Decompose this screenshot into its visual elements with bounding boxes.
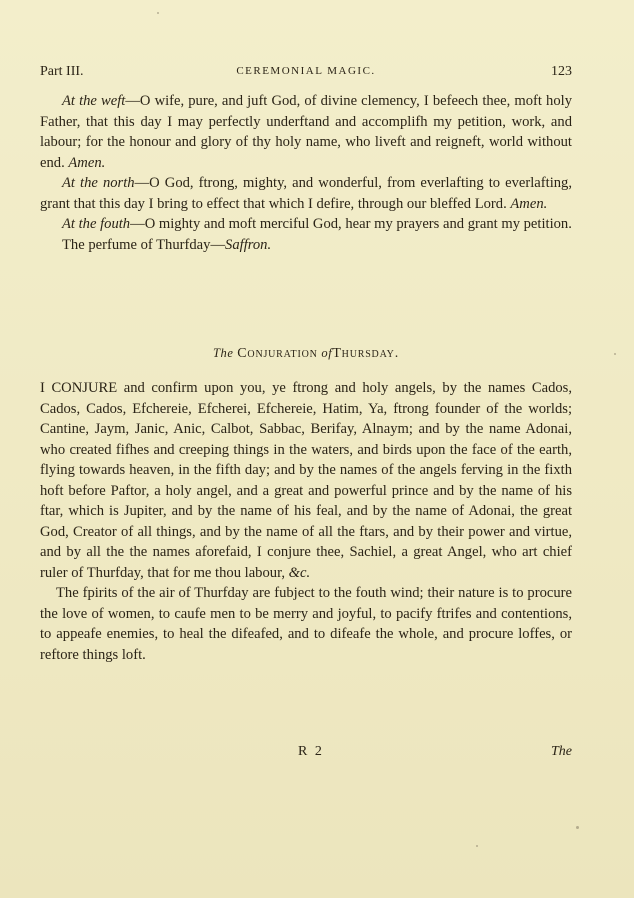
conjuration-section: [40, 378, 572, 665]
paper-speck: [157, 12, 159, 14]
amen: Amen.: [68, 154, 106, 171]
etc: &c.: [288, 564, 311, 581]
prayer-direction: At the north: [62, 175, 135, 191]
conjuration-paragraph: [40, 378, 572, 583]
signature-mark: R 2: [298, 744, 324, 759]
prayers-section: [40, 91, 572, 255]
heading-the: The: [212, 346, 234, 360]
prayer-direction: At the fouth: [62, 216, 131, 232]
page-number: 123: [551, 64, 572, 79]
amen: Amen.: [510, 195, 548, 212]
conjuration-body: and confirm upon you, ye ftrong and holy angels, by the names Cados, Cados, Cados, Efchereie, Efcherei, Efchereie, Hatim, Ya, ftrong founder of the worlds; Cantine, Jaym, Janic, Anic, Calbot, Sabbac, Berifay, Alnaym; and by the name Adonai, who created fifhes and creeping things in the waters, and birds upon the face of the earth, flying towards heaven, in the fifth day; and by the names of the angels ferving in the fixth hoft before Paftor, a holy angel, and a great and powerful prince and by the name of his ftar, which is Jupiter, and by the name of his feal, and by the name of Adonai, the great God, Creator of all things, and by the name of all the ftars, and by their power and virtue, and by all the the names aforefaid, I conjure thee, Sachiel, a great Angel, who art chief ruler of Thurfday, that for me thou labour,: [40, 380, 573, 581]
page-header: [40, 64, 572, 84]
conjuration-lead: I CONJURE: [40, 380, 118, 396]
prayer-text: —O mighty and moft merciful God, hear my prayers and grant my petition.: [130, 216, 572, 232]
page-footer: [40, 744, 572, 764]
running-title: CEREMONIAL MAGIC.: [236, 65, 376, 77]
heading-day: Thursday.: [332, 346, 400, 361]
prayer-text: —O wife, pure, and juft God, of divine clemency, I befeech thee, moft holy Father, that this day I may perfectly underftand and accomplifh my petition, work, and labour; for the honour and glory of thy holy name, who liveft and reigneft, world without end.: [40, 93, 572, 171]
paper-speck: [614, 353, 616, 355]
heading-main: Conjuration: [237, 346, 318, 361]
paper-speck: [476, 845, 478, 847]
conjuration-heading: [40, 346, 572, 362]
perfume-value: Saffron.: [225, 236, 272, 253]
prayer-south: [40, 214, 572, 235]
perfume-line: [40, 235, 572, 256]
part-label: Part III.: [40, 64, 84, 79]
heading-of: of: [321, 346, 333, 360]
prayer-north: [40, 173, 572, 214]
paper-speck: [576, 826, 579, 829]
spirits-paragraph: The fpirits of the air of Thurfday are fubject to the fouth wind; their nature is to procure the love of women, to caufe men to be merry and joyful, to pacify ftrifes and contentions, to appeafe enemies, to heal the difeafed, and to difeafe the whole, and procure loffes, or reftore things loft.: [40, 585, 572, 663]
perfume-label: The perfume of Thurfday—: [62, 236, 226, 253]
prayer-west: [40, 91, 572, 173]
catchword: The: [551, 744, 572, 759]
prayer-text: —O God, ftrong, mighty, and wonderful, from everlafting to everlafting, grant that this day I bring to effect that which I defire, through our bleffed Lord.: [40, 175, 572, 212]
prayer-direction: At the weft: [62, 93, 126, 109]
